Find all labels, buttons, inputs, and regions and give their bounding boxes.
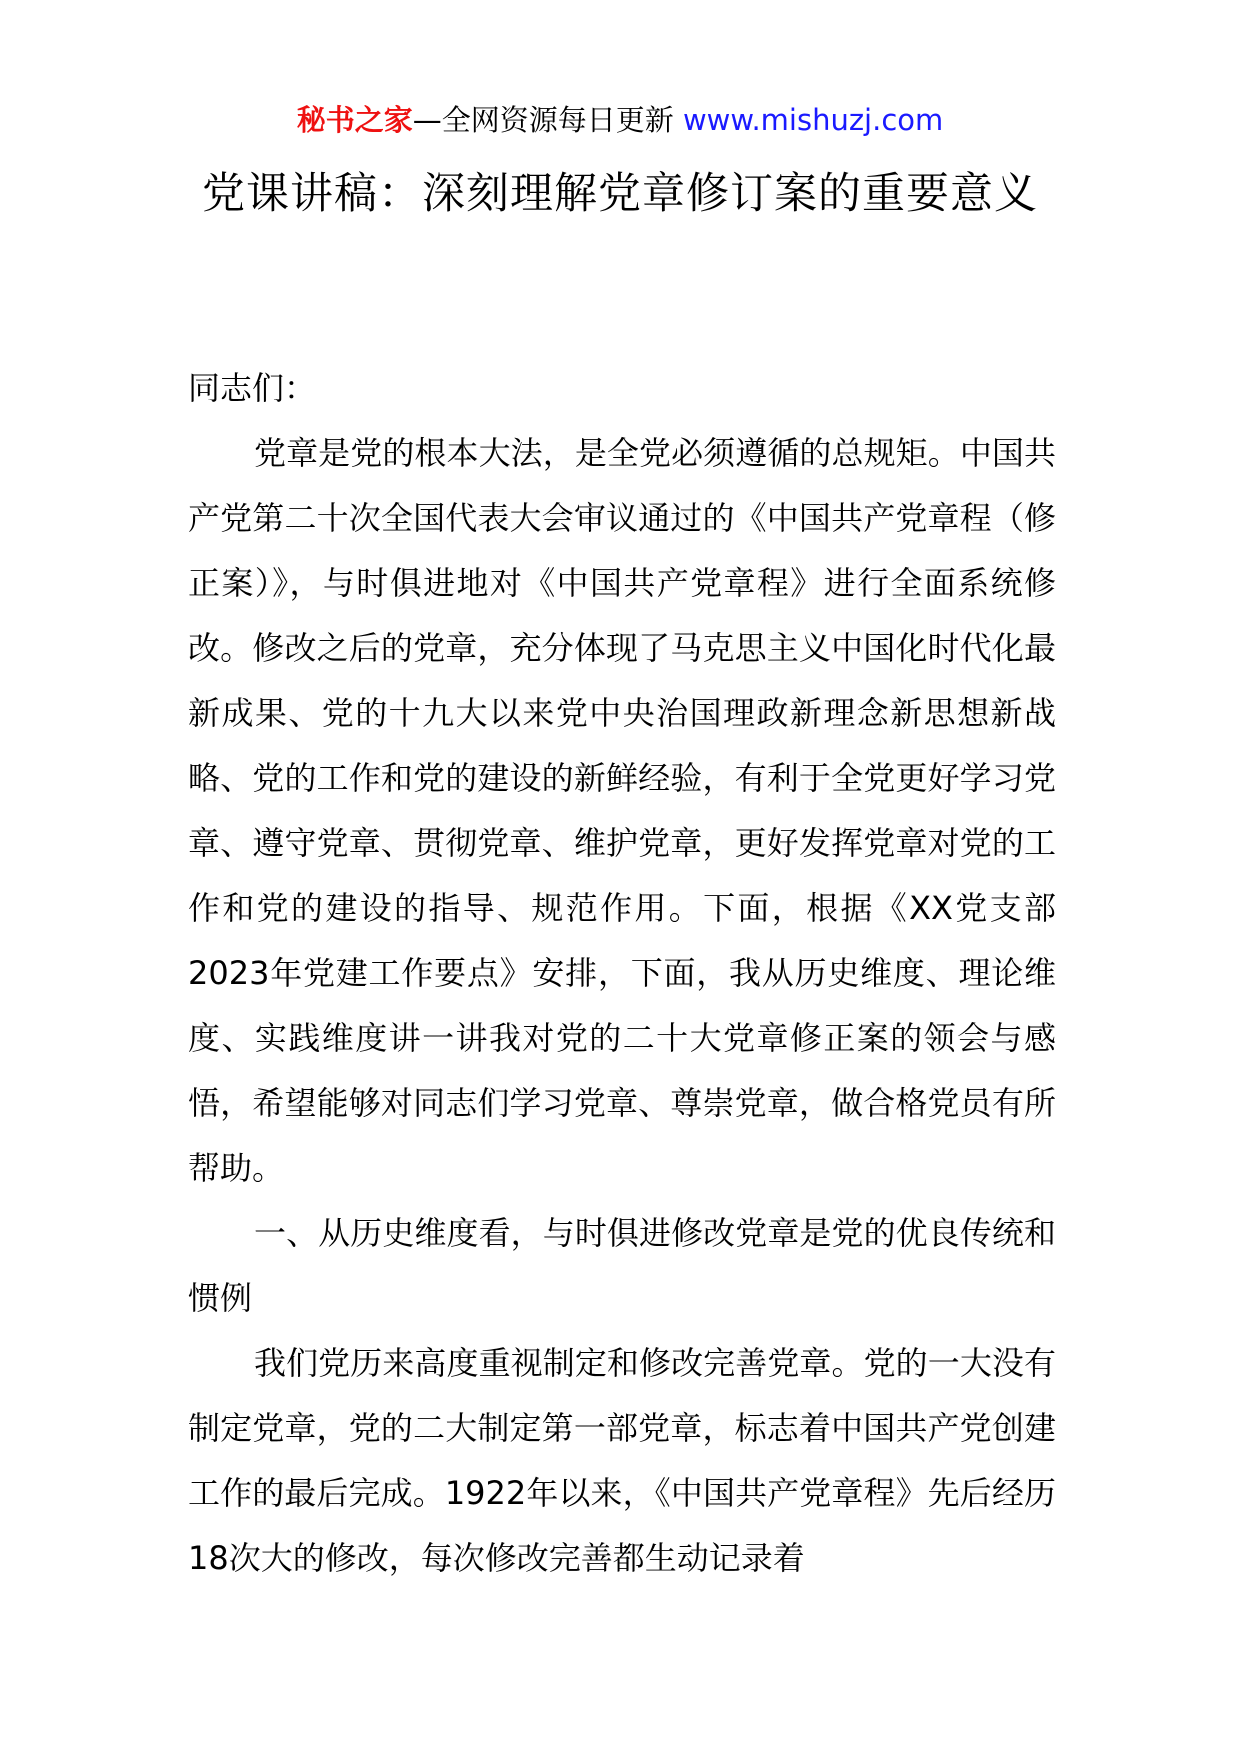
brand-name: 秘书之家 — [296, 103, 413, 137]
site-header — [0, 100, 1240, 140]
header-tagline: —全网资源每日更新 — [412, 103, 674, 137]
section-1-paragraph: 我们党历来高度重视制定和修改完善党章。党的一大没有制定党章，党的二大制定第一部党章，标志着中国共产党创建工作的最后完成。1922年以来，《中国共产党章程》先后经历18次大的修改，每次修改完善都生动记录着 — [188, 1344, 1056, 1577]
salutation: 同志们： — [188, 369, 317, 407]
document-title: 党课讲稿：深刻理解党章修订案的重要意义 — [202, 169, 1038, 219]
document-body — [188, 356, 1056, 1591]
intro-paragraph: 党章是党的根本大法，是全党必须遵循的总规矩。中国共产党第二十次全国代表大会审议通过的《中国共产党章程（修正案）》，与时俱进地对《中国共产党章程》进行全面系统修改。修改之后的党章，充分体现了马克思主义中国化时代化最新成果、党的十九大以来党中央治国理政新理念新思想新战略、党的工作和党的建设的新鲜经验，有利于全党更好学习党章、遵守党章、贯彻党章、维护党章，更好发挥党章对党的工作和党的建设的指导、规范作用。下面，根据《XX党支部2023年党建工作要点》安排，下面，我从历史维度、理论维度、实践维度讲一讲我对党的二十大党章修正案的领会与感悟，希望能够对同志们学习党章、尊崇党章，做合格党员有所帮助。 — [188, 434, 1056, 1187]
site-url-link[interactable]: www.mishuzj.com — [682, 103, 944, 137]
section-heading-1: 一、从历史维度看，与时俱进修改党章是党的优良传统和惯例 — [188, 1214, 1056, 1317]
